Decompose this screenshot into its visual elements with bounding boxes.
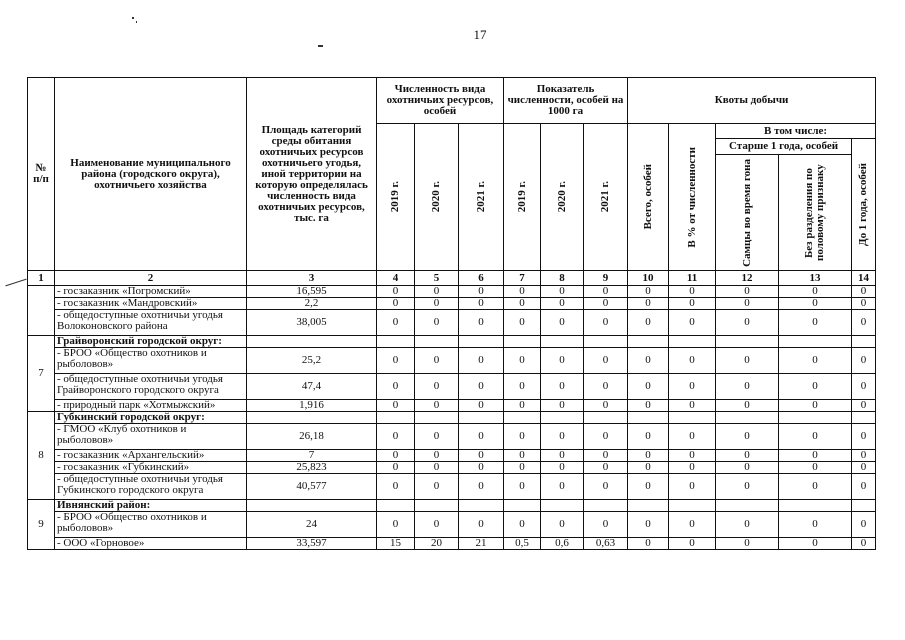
value-cell: 0	[779, 450, 852, 462]
district-row	[28, 412, 876, 424]
value-cell: 0	[716, 450, 779, 462]
value-cell: 0	[628, 298, 669, 310]
empty-cell	[669, 412, 716, 424]
value-cell: 0	[504, 374, 541, 400]
column-number: 12	[716, 271, 779, 286]
table-row	[28, 348, 876, 374]
empty-cell	[541, 500, 584, 512]
value-cell: 0	[669, 374, 716, 400]
value-cell: 0	[716, 462, 779, 474]
value-cell: 0	[779, 474, 852, 500]
value-cell: 0	[377, 400, 415, 412]
empty-cell	[716, 412, 779, 424]
column-number: 13	[779, 271, 852, 286]
district-name: Грайворонский городской округ:	[55, 336, 247, 348]
value-cell: 0	[669, 512, 716, 538]
column-number: 11	[669, 271, 716, 286]
value-cell: 0	[584, 512, 628, 538]
hunting-ground-name: - госзаказник «Губкинский»	[55, 462, 247, 474]
value-cell: 0	[541, 348, 584, 374]
scan-speck	[318, 45, 323, 47]
empty-cell	[459, 336, 504, 348]
value-cell: 0	[377, 298, 415, 310]
hunting-ground-name: - госзаказник «Архангельский»	[55, 450, 247, 462]
value-cell: 0	[716, 374, 779, 400]
value-cell: 0	[584, 310, 628, 336]
column-number: 9	[584, 271, 628, 286]
value-cell: 0	[541, 450, 584, 462]
header-males: Самцы во время гона	[716, 155, 779, 271]
table-header	[28, 78, 876, 286]
table-body	[28, 286, 876, 550]
header-no: № п/п	[28, 78, 55, 271]
hunting-ground-name: - природный парк «Хотмыжский»	[55, 400, 247, 412]
value-cell: 0	[628, 450, 669, 462]
value-cell: 0	[669, 424, 716, 450]
empty-cell	[247, 336, 377, 348]
value-cell: 0	[669, 286, 716, 298]
value-cell: 0	[779, 400, 852, 412]
area-value: 26,18	[247, 424, 377, 450]
value-cell: 0	[541, 474, 584, 500]
header-total: Всего, особей	[628, 124, 669, 271]
value-cell: 0	[628, 462, 669, 474]
header-percent: В % от численности	[669, 124, 716, 271]
value-cell: 0	[584, 474, 628, 500]
empty-cell	[628, 412, 669, 424]
value-cell: 0	[541, 310, 584, 336]
hunting-ground-name: - БРОО «Общество охотников и рыболовов»	[55, 348, 247, 374]
value-cell: 0	[716, 400, 779, 412]
empty-cell	[628, 336, 669, 348]
value-cell: 20	[415, 538, 459, 550]
value-cell: 0	[584, 424, 628, 450]
value-cell: 0	[504, 310, 541, 336]
value-cell: 0	[852, 374, 876, 400]
value-cell: 0	[852, 424, 876, 450]
value-cell: 0	[669, 462, 716, 474]
header-under1: До 1 года, особей	[852, 139, 876, 271]
header-density-group: Показатель численности, особей на 1000 га	[504, 78, 628, 124]
value-cell: 21	[459, 538, 504, 550]
value-cell: 0	[669, 298, 716, 310]
area-value: 1,916	[247, 400, 377, 412]
empty-cell	[779, 336, 852, 348]
value-cell: 0,6	[541, 538, 584, 550]
value-cell: 0	[628, 310, 669, 336]
value-cell: 0	[415, 450, 459, 462]
header-name: Наименование муниципального района (городского округа), охотничьего хозяйства	[55, 78, 247, 271]
value-cell: 0	[377, 286, 415, 298]
value-cell: 0	[415, 400, 459, 412]
scan-speck	[132, 17, 134, 19]
value-cell: 0	[628, 512, 669, 538]
value-cell: 0	[584, 348, 628, 374]
value-cell: 0	[852, 450, 876, 462]
header-density-2019: 2019 г.	[504, 124, 541, 271]
value-cell: 0	[628, 538, 669, 550]
area-value: 25,823	[247, 462, 377, 474]
area-value: 24	[247, 512, 377, 538]
value-cell: 0	[584, 298, 628, 310]
value-cell: 0	[779, 286, 852, 298]
area-value: 33,597	[247, 538, 377, 550]
hunting-ground-name: - общедоступные охотничьи угодья Грайворонского городского округа	[55, 374, 247, 400]
area-value: 16,595	[247, 286, 377, 298]
value-cell: 0	[459, 374, 504, 400]
value-cell: 0	[541, 462, 584, 474]
value-cell: 0	[415, 462, 459, 474]
empty-cell	[628, 500, 669, 512]
value-cell: 0	[852, 400, 876, 412]
value-cell: 0	[415, 424, 459, 450]
value-cell: 0	[779, 348, 852, 374]
value-cell: 0	[377, 450, 415, 462]
value-cell: 0	[377, 474, 415, 500]
empty-cell	[669, 500, 716, 512]
value-cell: 0	[584, 286, 628, 298]
value-cell: 0	[716, 424, 779, 450]
header-nosex: Без разделения по половому признаку	[779, 155, 852, 271]
value-cell: 0	[669, 450, 716, 462]
row-index: 8	[28, 412, 55, 500]
value-cell: 0	[716, 298, 779, 310]
empty-cell	[541, 412, 584, 424]
header-quota-group: Квоты добычи	[628, 78, 876, 124]
value-cell: 0	[852, 512, 876, 538]
area-value: 25,2	[247, 348, 377, 374]
column-number: 1	[28, 271, 55, 286]
value-cell: 0	[779, 374, 852, 400]
empty-cell	[415, 336, 459, 348]
hunting-ground-name: - ООО «Горновое»	[55, 538, 247, 550]
value-cell: 0	[415, 286, 459, 298]
value-cell: 0	[669, 348, 716, 374]
column-numbers-row	[28, 271, 876, 286]
value-cell: 0	[628, 474, 669, 500]
empty-cell	[459, 500, 504, 512]
row-index	[28, 286, 55, 336]
header-density-2020: 2020 г.	[541, 124, 584, 271]
empty-cell	[504, 412, 541, 424]
value-cell: 0	[716, 512, 779, 538]
value-cell: 0	[852, 538, 876, 550]
value-cell: 0	[459, 424, 504, 450]
empty-cell	[377, 336, 415, 348]
value-cell: 0	[852, 286, 876, 298]
empty-cell	[779, 500, 852, 512]
hunting-ground-name: - ГМОО «Клуб охотников и рыболовов»	[55, 424, 247, 450]
value-cell: 0	[584, 374, 628, 400]
value-cell: 0	[504, 286, 541, 298]
value-cell: 0	[669, 310, 716, 336]
value-cell: 0	[779, 512, 852, 538]
header-older: Старше 1 года, особей	[716, 139, 852, 155]
value-cell: 0	[852, 474, 876, 500]
hunting-ground-name: - госзаказник «Мандровский»	[55, 298, 247, 310]
value-cell: 0	[377, 462, 415, 474]
value-cell: 0	[628, 400, 669, 412]
column-number: 10	[628, 271, 669, 286]
value-cell: 0	[779, 424, 852, 450]
table-row	[28, 286, 876, 298]
empty-cell	[459, 412, 504, 424]
district-name: Губкинский городской округ:	[55, 412, 247, 424]
table-row	[28, 374, 876, 400]
value-cell: 15	[377, 538, 415, 550]
column-number: 14	[852, 271, 876, 286]
header-area: Площадь категорий среды обитания охотничьих ресурсов охотничьего угодья, иной территории на которую определялась численность вида охотничьих ресурсов, тыс. га	[247, 78, 377, 271]
hunting-ground-name: - БРОО «Общество охотников и рыболовов»	[55, 512, 247, 538]
value-cell: 0	[669, 538, 716, 550]
value-cell: 0	[852, 310, 876, 336]
value-cell: 0	[377, 348, 415, 374]
empty-cell	[716, 336, 779, 348]
row-index: 7	[28, 336, 55, 412]
empty-cell	[716, 500, 779, 512]
empty-cell	[669, 336, 716, 348]
value-cell: 0	[415, 310, 459, 336]
value-cell: 0	[628, 374, 669, 400]
value-cell: 0	[377, 424, 415, 450]
value-cell: 0	[716, 474, 779, 500]
value-cell: 0	[415, 512, 459, 538]
area-value: 47,4	[247, 374, 377, 400]
value-cell: 0	[584, 462, 628, 474]
value-cell: 0	[779, 310, 852, 336]
empty-cell	[415, 500, 459, 512]
value-cell: 0,63	[584, 538, 628, 550]
header-density-2021: 2021 г.	[584, 124, 628, 271]
value-cell: 0	[415, 298, 459, 310]
empty-cell	[541, 336, 584, 348]
header-count-2021: 2021 г.	[459, 124, 504, 271]
value-cell: 0	[459, 286, 504, 298]
table-row	[28, 512, 876, 538]
value-cell: 0	[716, 348, 779, 374]
value-cell: 0	[504, 298, 541, 310]
value-cell: 0	[716, 538, 779, 550]
empty-cell	[852, 412, 876, 424]
empty-cell	[584, 412, 628, 424]
value-cell: 0	[628, 286, 669, 298]
column-number: 6	[459, 271, 504, 286]
empty-cell	[852, 336, 876, 348]
column-number: 4	[377, 271, 415, 286]
empty-cell	[504, 336, 541, 348]
row-index: 9	[28, 500, 55, 550]
value-cell: 0	[459, 400, 504, 412]
column-number: 2	[55, 271, 247, 286]
scan-mark	[5, 279, 26, 287]
table-row	[28, 424, 876, 450]
value-cell: 0	[415, 348, 459, 374]
page-number: 17	[473, 27, 487, 42]
value-cell: 0	[504, 348, 541, 374]
empty-cell	[852, 500, 876, 512]
column-number: 3	[247, 271, 377, 286]
value-cell: 0	[541, 298, 584, 310]
column-number: 7	[504, 271, 541, 286]
header-count-group: Численность вида охотничьих ресурсов, особей	[377, 78, 504, 124]
value-cell: 0	[377, 374, 415, 400]
hunting-ground-name: - общедоступные охотничьи угодья Губкинского городского округа	[55, 474, 247, 500]
empty-cell	[247, 412, 377, 424]
district-name: Ивнянский район:	[55, 500, 247, 512]
value-cell: 0	[504, 462, 541, 474]
value-cell: 0	[504, 424, 541, 450]
value-cell: 0	[779, 462, 852, 474]
empty-cell	[779, 412, 852, 424]
value-cell: 0	[852, 462, 876, 474]
value-cell: 0	[415, 374, 459, 400]
empty-cell	[377, 500, 415, 512]
column-number: 5	[415, 271, 459, 286]
empty-cell	[584, 336, 628, 348]
value-cell: 0	[504, 474, 541, 500]
value-cell: 0	[541, 400, 584, 412]
value-cell: 0	[852, 298, 876, 310]
area-value: 38,005	[247, 310, 377, 336]
empty-cell	[504, 500, 541, 512]
value-cell: 0	[504, 450, 541, 462]
value-cell: 0	[377, 512, 415, 538]
table-row	[28, 474, 876, 500]
value-cell: 0	[459, 348, 504, 374]
empty-cell	[584, 500, 628, 512]
value-cell: 0	[541, 512, 584, 538]
value-cell: 0	[459, 310, 504, 336]
value-cell: 0	[459, 298, 504, 310]
value-cell: 0	[415, 474, 459, 500]
column-number: 8	[541, 271, 584, 286]
value-cell: 0	[584, 400, 628, 412]
table-row	[28, 538, 876, 550]
area-value: 2,2	[247, 298, 377, 310]
hunting-ground-name: - госзаказник «Погромский»	[55, 286, 247, 298]
table-row	[28, 450, 876, 462]
value-cell: 0	[504, 512, 541, 538]
table-row	[28, 462, 876, 474]
district-row	[28, 336, 876, 348]
value-cell: 0	[459, 462, 504, 474]
value-cell: 0	[628, 348, 669, 374]
area-value: 7	[247, 450, 377, 462]
area-value: 40,577	[247, 474, 377, 500]
table-row	[28, 310, 876, 336]
header-count-2020: 2020 г.	[415, 124, 459, 271]
value-cell: 0	[716, 310, 779, 336]
value-cell: 0	[669, 400, 716, 412]
value-cell: 0	[584, 450, 628, 462]
value-cell: 0	[377, 310, 415, 336]
value-cell: 0	[541, 424, 584, 450]
value-cell: 0	[779, 538, 852, 550]
value-cell: 0	[852, 348, 876, 374]
value-cell: 0	[628, 424, 669, 450]
value-cell: 0,5	[504, 538, 541, 550]
quota-table	[27, 77, 876, 550]
table-row	[28, 400, 876, 412]
empty-cell	[247, 500, 377, 512]
district-row	[28, 500, 876, 512]
scan-speck	[136, 21, 137, 23]
value-cell: 0	[669, 474, 716, 500]
header-incl: В том числе:	[716, 124, 876, 139]
header-count-2019: 2019 г.	[377, 124, 415, 271]
value-cell: 0	[541, 374, 584, 400]
value-cell: 0	[716, 286, 779, 298]
value-cell: 0	[459, 474, 504, 500]
empty-cell	[415, 412, 459, 424]
value-cell: 0	[459, 450, 504, 462]
value-cell: 0	[779, 298, 852, 310]
value-cell: 0	[504, 400, 541, 412]
table-row	[28, 298, 876, 310]
value-cell: 0	[459, 512, 504, 538]
value-cell: 0	[541, 286, 584, 298]
empty-cell	[377, 412, 415, 424]
hunting-ground-name: - общедоступные охотничьи угодья Волоконовского района	[55, 310, 247, 336]
